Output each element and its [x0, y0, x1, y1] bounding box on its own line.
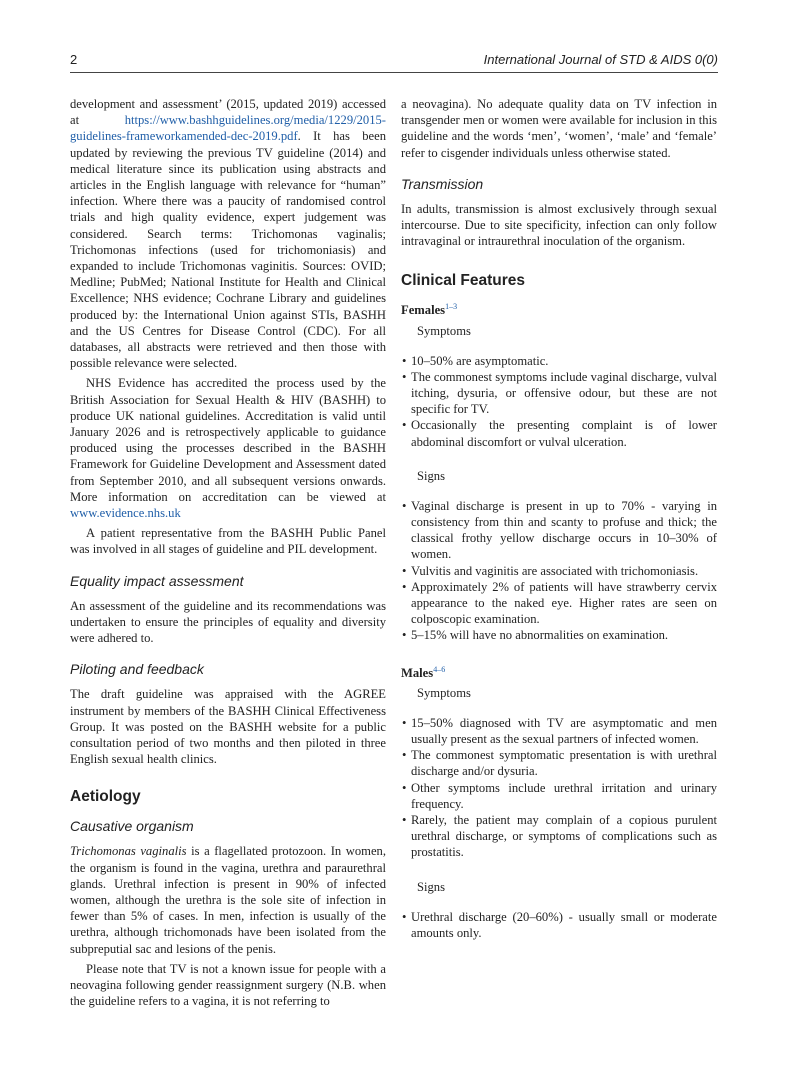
neovagina-paragraph-cont: a neovagina). No adequate quality data on TV infection in transgender men or women were available for inclusion in this guideline and the words ‘men’, ‘women’, ‘male’ and ‘female’ refer to cisgender individuals unless otherwise stated.: [401, 97, 717, 160]
clinical-features-heading: Clinical Features: [401, 272, 526, 290]
equality-paragraph: An assessment of the guideline and its recommendations was undertaken to ensure the principles of equality and diversity were adhered to.: [70, 598, 386, 646]
list-item: • 15–50% diagnosed with TV are asymptomatic and men usually present as the sexual partners of infected women.: [401, 715, 717, 747]
list-item: • Other symptoms include urethral irritation and urinary frequency.: [401, 780, 717, 812]
journal-title: International Journal of STD & AIDS 0(0): [483, 52, 718, 67]
list-item: • Occasionally the presenting complaint is of lower abdominal discomfort or vulval ulceration.: [401, 417, 717, 449]
accreditation-paragraph: NHS Evidence has accredited the process used by the British Association for Sexual Health & HIV (BASHH) to produce UK national guidelines. Accreditation is valid until January 2026 and is retrospectively applicable to guidance produced using the processes described in the BASHH Framework for Guideline Development and Assessment dated from September 2010, and all subsequent versions onwards. More information on accreditation can be viewed at www.evidence.nhs.uk: [70, 376, 386, 521]
males-ref[interactable]: 4–6: [433, 664, 446, 674]
list-item: • The commonest symptoms include vaginal discharge, vulval itching, dysuria, or offensive odour, but these are not specific for TV.: [401, 369, 717, 418]
list-item: • 5–15% will have no abnormalities on examination.: [401, 627, 717, 643]
equality-heading: Equality impact assessment: [70, 572, 244, 589]
females-symptoms-label: Symptoms: [417, 323, 471, 338]
piloting-heading: Piloting and feedback: [70, 661, 204, 678]
list-item: • 10–50% are asymptomatic.: [401, 353, 717, 369]
causative-paragraph: Trichomonas vaginalis is a flagellated protozoon. In women, the organism is found in the vagina, urethra and paraurethral glands. Urethral infection is present in 90% of infected women, although the urethra is the sole site of infection in fewer than 5% of cases. In men, infection is usually of the urethra, although trichomonads have been isolated from the subpreputial sac and lesions of the penis.: [70, 844, 386, 956]
framework-link[interactable]: https://www.bashhguidelines.org/media/1229/2015-guidelines-frameworkamended-dec-2019.pdf: [70, 113, 386, 144]
females-signs-list: [401, 498, 717, 644]
males-symptoms-list: [401, 715, 717, 861]
females-signs-label: Signs: [417, 468, 445, 483]
causative-heading: Causative organism: [70, 818, 194, 835]
transmission-heading: Transmission: [401, 175, 484, 192]
list-item: • Rarely, the patient may complain of a copious purulent urethral discharge, or symptoms of complications such as prostatitis.: [401, 812, 717, 861]
males-signs-list: [401, 909, 717, 941]
list-item: • Approximately 2% of patients will have strawberry cervix appearance to the naked eye. Higher rates are seen on colposcopic examination.: [401, 579, 717, 628]
males-heading: Males$^{4-6}$: [401, 664, 446, 680]
females-heading: Females$^{1-3}$: [401, 302, 458, 318]
piloting-paragraph: The draft guideline was appraised with the AGREE instrument by members of the BASHH Clinical Effectiveness Group. It was posted on the BASHH website for a public consultation period of two months and then piloted in three English sexual health clinics.: [70, 687, 386, 767]
list-item: • The commonest symptomatic presentation is with urethral discharge and/or dysuria.: [401, 747, 717, 779]
neovagina-paragraph: Please note that TV is not a known issue for people with a neovagina following gender reassignment surgery (N.B. when the guideline refers to a vagina, it is not referring to: [70, 961, 386, 1009]
header-rule: [70, 72, 718, 73]
nhs-evidence-link[interactable]: www.evidence.nhs.uk: [70, 506, 181, 521]
page-header: [70, 52, 718, 67]
page-number: 2: [70, 52, 78, 67]
left-column: [70, 96, 386, 1009]
methods-paragraph: development and assessment’ (2015, updated 2019) accessed at https://www.bashhguidelines.org/media/1229/2015-guidelines-frameworkamended-dec-2019.pdf. It has been updated by reviewing the previous TV guideline (2014) and medical literature since its publication using abstracts and articles in the English language with relevance for “human” infection. Where there was a paucity of randomised control trials and high quality evidence, expert judgement was considered. Search terms: Trichomonas vaginalis; Trichomonas infections (used for trichomoniasis) and expanded to include Trichomonas vaginitis. Sources: OVID; Medline; PubMed; National Institute for Health and Clinical Excellence; NHS evidence; Cochrane Library and guidelines produced by: the International Union against STIs, BASHH and the US Centres for Disease Control (CDC). For all databases, all abstracts were retrieved and then those with possible relevance were selected.: [70, 97, 386, 371]
males-signs-label: Signs: [417, 879, 445, 894]
list-item: • Vaginal discharge is present in up to 70% - varying in consistency from thin and scanty to profuse and thick; the classical frothy yellow discharge occurs in 10–30% of women.: [401, 498, 717, 563]
aetiology-heading: Aetiology: [70, 788, 141, 806]
list-item: • Urethral discharge (20–60%) - usually small or moderate amounts only.: [401, 909, 717, 941]
list-item: • Vulvitis and vaginitis are associated with trichomoniasis.: [401, 563, 717, 579]
transmission-paragraph: In adults, transmission is almost exclusively through sexual intercourse. Due to site specificity, infection can only follow intravaginal or intraurethral inoculation of the organism.: [401, 201, 717, 249]
females-symptoms-list: [401, 353, 717, 450]
right-column: [401, 96, 717, 941]
females-ref[interactable]: 1–3: [445, 302, 458, 312]
patient-paragraph: A patient representative from the BASHH Public Panel was involved in all stages of guideline and PIL development.: [70, 526, 386, 557]
males-symptoms-label: Symptoms: [417, 685, 471, 700]
